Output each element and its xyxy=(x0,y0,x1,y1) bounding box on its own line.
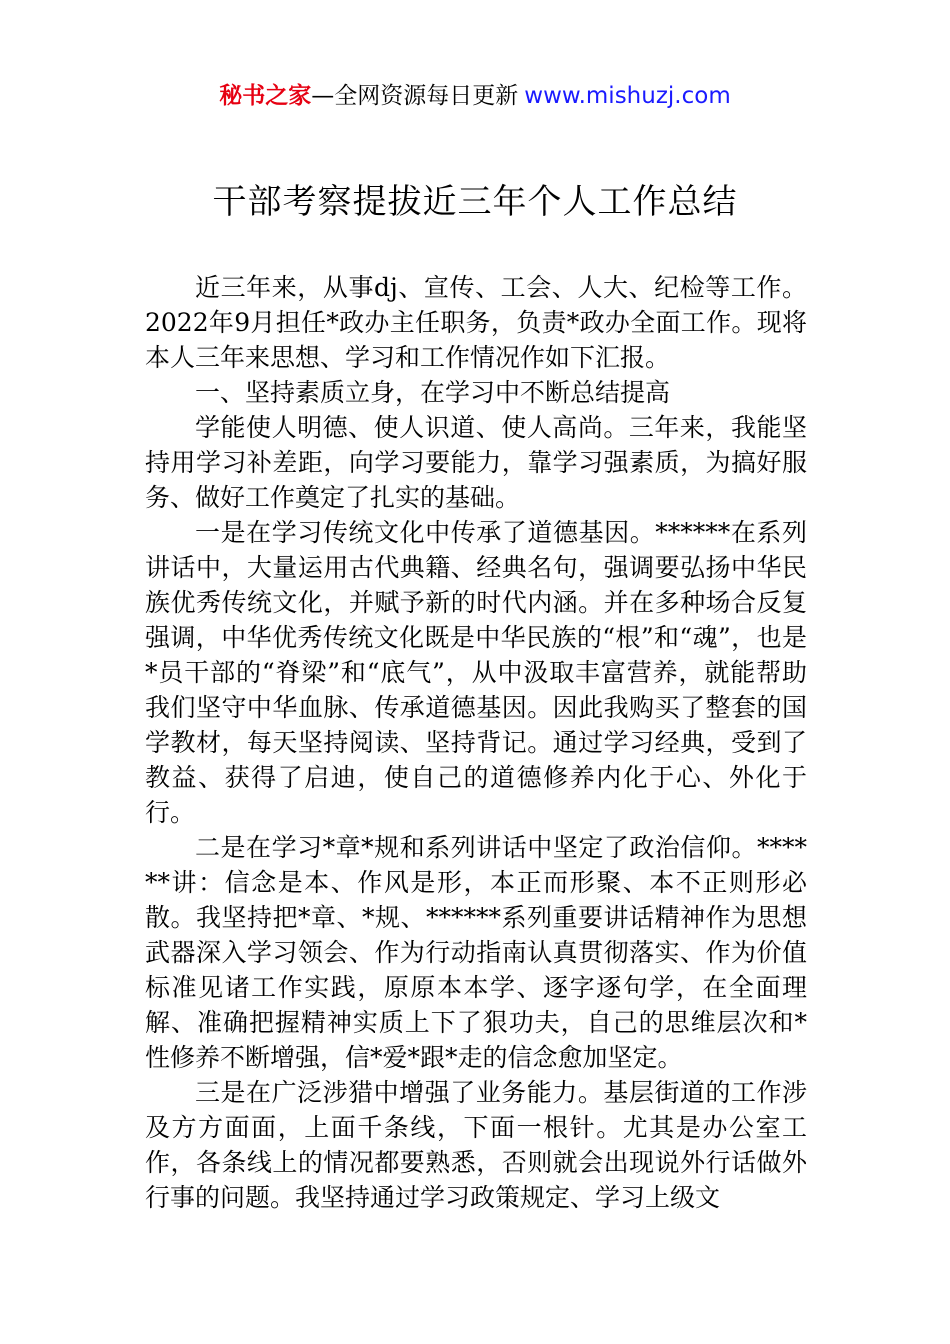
site-header xyxy=(0,80,950,112)
paragraph-business-ability: 三是在广泛涉猎中增强了业务能力。基层街道的工作涉及方方面面，上面千条线，下面一根针。尤其是办公室工作，各条线上的情况都要熟悉，否则就会出现说外行话做外行事的问题。我坚持通过学习政策规定、学习上级文 xyxy=(145,1078,807,1212)
document-body xyxy=(145,270,807,1215)
paragraph-intro: 近三年来，从事dj、宣传、工会、人大、纪检等工作。2022年9月担任*政办主任职务，负责*政办全面工作。现将本人三年来思想、学习和工作情况作如下汇报。 xyxy=(145,273,807,372)
site-url-link[interactable]: www.mishuzj.com xyxy=(524,83,731,109)
site-brand: 秘书之家 xyxy=(219,83,312,109)
section-heading-1: 一、坚持素质立身，在学习中不断总结提高 xyxy=(195,378,671,407)
paragraph-study-summary: 学能使人明德、使人识道、使人高尚。三年来，我能坚持用学习补差距，向学习要能力，靠学习强素质，为搞好服务、做好工作奠定了扎实的基础。 xyxy=(145,413,807,512)
document-title: 干部考察提拔近三年个人工作总结 xyxy=(212,182,738,222)
site-tagline: —全网资源每日更新 xyxy=(311,83,519,109)
paragraph-traditional-culture: 一是在学习传统文化中传承了道德基因。******在系列讲话中，大量运用古代典籍、经典名句，强调要弘扬中华民族优秀传统文化，并赋予新的时代内涵。并在多种场合反复强调，中华优秀传统文化既是中华民族的“根”和“魂”，也是*员干部的“脊梁”和“底气”，从中汲取丰富营养，就能帮助我们坚守中华血脉、传承道德基因。因此我购买了整套的国学教材，每天坚持阅读、坚持背记。通过学习经典，受到了教益、获得了启迪，使自己的道德修养内化于心、外化于行。 xyxy=(145,518,807,827)
paragraph-political-belief: 二是在学习*章*规和系列讲话中坚定了政治信仰。******讲：信念是本、作风是形，本正而形聚、本不正则形必散。我坚持把*章、*规、******系列重要讲话精神作为思想武器深入学习领会、作为行动指南认真贯彻落实、作为价值标准见诸工作实践，原原本本学、逐字逐句学，在全面理解、准确把握精神实质上下了狠功夫，自己的思维层次和*性修养不断增强，信*爱*跟*走的信念愈加坚定。 xyxy=(145,833,807,1072)
